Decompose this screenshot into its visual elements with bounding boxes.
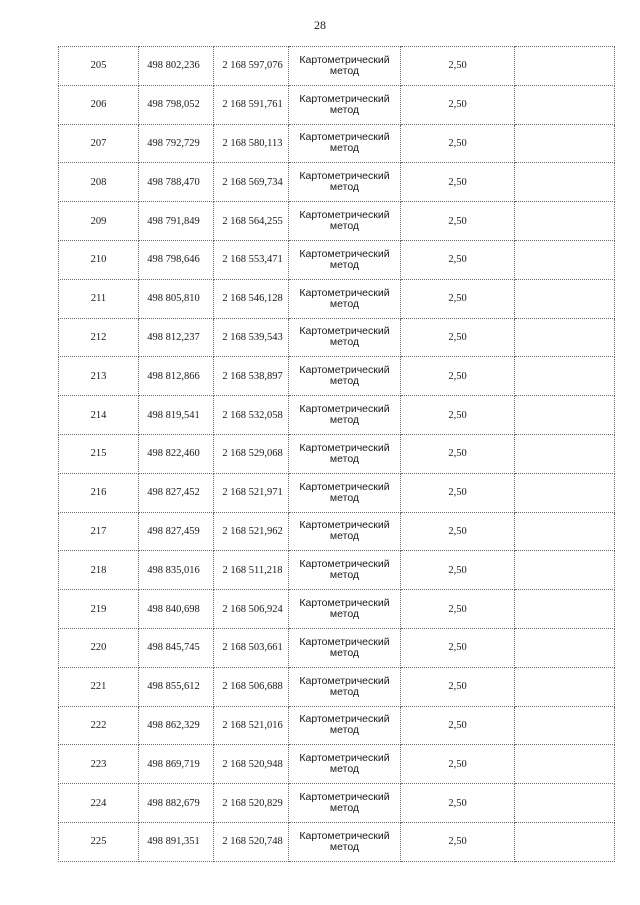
point-number-cell: 219: [59, 590, 139, 629]
method-line-1: Картометрический: [299, 286, 390, 299]
note-cell: [515, 706, 615, 745]
table-row: [59, 434, 615, 473]
accuracy-cell: 2,50: [401, 396, 515, 435]
x-coordinate-cell: 498 798,052: [139, 85, 214, 124]
point-number-cell: 206: [59, 85, 139, 124]
note-cell: [515, 163, 615, 202]
note-cell: [515, 745, 615, 784]
method-cell: [289, 667, 401, 706]
method-line-2: метод: [329, 530, 360, 543]
accuracy-cell: 2,50: [401, 551, 515, 590]
point-number-cell: 223: [59, 745, 139, 784]
note-cell: [515, 47, 615, 86]
method-line-2: метод: [329, 414, 360, 427]
method-line-1: Картометрический: [299, 92, 390, 105]
table-row: [59, 163, 615, 202]
accuracy-cell: 2,50: [401, 473, 515, 512]
accuracy-cell: 2,50: [401, 124, 515, 163]
note-cell: [515, 357, 615, 396]
table-row: [59, 279, 615, 318]
method-cell: [289, 590, 401, 629]
method-line-1: Картометрический: [299, 635, 390, 648]
x-coordinate-cell: 498 788,470: [139, 163, 214, 202]
method-line-2: метод: [329, 491, 360, 504]
method-line-2: метод: [329, 142, 360, 155]
method-cell: [289, 396, 401, 435]
x-coordinate-cell: 498 840,698: [139, 590, 214, 629]
method-line-1: Картометрический: [299, 674, 390, 687]
method-cell: [289, 47, 401, 86]
table-row: [59, 706, 615, 745]
page-number: 28: [314, 18, 326, 32]
note-cell: [515, 551, 615, 590]
accuracy-cell: 2,50: [401, 784, 515, 823]
note-cell: [515, 590, 615, 629]
x-coordinate-cell: 498 812,237: [139, 318, 214, 357]
method-cell: [289, 551, 401, 590]
x-coordinate-cell: 498 891,351: [139, 822, 214, 861]
point-number-cell: 209: [59, 202, 139, 241]
method-line-1: Картометрический: [299, 209, 390, 222]
accuracy-cell: 2,50: [401, 279, 515, 318]
point-number-cell: 207: [59, 124, 139, 163]
y-coordinate-cell: 2 168 538,897: [214, 357, 289, 396]
method-line-2: метод: [329, 336, 360, 349]
note-cell: [515, 396, 615, 435]
method-line-1: Картометрический: [299, 441, 390, 454]
point-number-cell: 211: [59, 279, 139, 318]
table-row: [59, 124, 615, 163]
accuracy-cell: 2,50: [401, 628, 515, 667]
accuracy-cell: 2,50: [401, 512, 515, 551]
y-coordinate-cell: 2 168 546,128: [214, 279, 289, 318]
method-line-2: метод: [329, 220, 360, 233]
method-cell: [289, 357, 401, 396]
method-line-1: Картометрический: [299, 247, 390, 260]
method-cell: [289, 822, 401, 861]
accuracy-cell: 2,50: [401, 85, 515, 124]
x-coordinate-cell: 498 869,719: [139, 745, 214, 784]
method-cell: [289, 318, 401, 357]
x-coordinate-cell: 498 835,016: [139, 551, 214, 590]
x-coordinate-cell: 498 819,541: [139, 396, 214, 435]
point-number-cell: 205: [59, 47, 139, 86]
y-coordinate-cell: 2 168 521,962: [214, 512, 289, 551]
accuracy-cell: 2,50: [401, 240, 515, 279]
accuracy-cell: 2,50: [401, 745, 515, 784]
note-cell: [515, 512, 615, 551]
method-line-1: Картометрический: [299, 519, 390, 532]
point-number-cell: 224: [59, 784, 139, 823]
x-coordinate-cell: 498 827,459: [139, 512, 214, 551]
accuracy-cell: 2,50: [401, 434, 515, 473]
point-number-cell: 218: [59, 551, 139, 590]
table-row: [59, 47, 615, 86]
x-coordinate-cell: 498 822,460: [139, 434, 214, 473]
point-number-cell: 212: [59, 318, 139, 357]
point-number-cell: 220: [59, 628, 139, 667]
method-line-1: Картометрический: [299, 403, 390, 416]
method-line-2: метод: [329, 375, 360, 388]
y-coordinate-cell: 2 168 520,948: [214, 745, 289, 784]
method-line-2: метод: [329, 181, 360, 194]
note-cell: [515, 279, 615, 318]
method-line-1: Картометрический: [299, 558, 390, 571]
x-coordinate-cell: 498 792,729: [139, 124, 214, 163]
method-line-1: Картометрический: [299, 829, 390, 842]
method-cell: [289, 706, 401, 745]
note-cell: [515, 784, 615, 823]
y-coordinate-cell: 2 168 591,761: [214, 85, 289, 124]
accuracy-cell: 2,50: [401, 706, 515, 745]
method-line-1: Картометрический: [299, 480, 390, 493]
x-coordinate-cell: 498 805,810: [139, 279, 214, 318]
method-cell: [289, 85, 401, 124]
table-row: [59, 512, 615, 551]
note-cell: [515, 667, 615, 706]
x-coordinate-cell: 498 862,329: [139, 706, 214, 745]
y-coordinate-cell: 2 168 511,218: [214, 551, 289, 590]
method-line-2: метод: [329, 64, 360, 77]
accuracy-cell: 2,50: [401, 47, 515, 86]
y-coordinate-cell: 2 168 503,661: [214, 628, 289, 667]
accuracy-cell: 2,50: [401, 357, 515, 396]
note-cell: [515, 822, 615, 861]
point-number-cell: 217: [59, 512, 139, 551]
method-line-2: метод: [329, 297, 360, 310]
note-cell: [515, 434, 615, 473]
point-number-cell: 213: [59, 357, 139, 396]
y-coordinate-cell: 2 168 564,255: [214, 202, 289, 241]
x-coordinate-cell: 498 812,866: [139, 357, 214, 396]
method-line-1: Картометрический: [299, 325, 390, 338]
x-coordinate-cell: 498 791,849: [139, 202, 214, 241]
table-row: [59, 202, 615, 241]
y-coordinate-cell: 2 168 532,058: [214, 396, 289, 435]
method-line-2: метод: [329, 258, 360, 271]
x-coordinate-cell: 498 845,745: [139, 628, 214, 667]
y-coordinate-cell: 2 168 520,829: [214, 784, 289, 823]
method-line-2: метод: [329, 646, 360, 659]
accuracy-cell: 2,50: [401, 318, 515, 357]
table-row: [59, 590, 615, 629]
y-coordinate-cell: 2 168 520,748: [214, 822, 289, 861]
method-line-1: Картометрический: [299, 713, 390, 726]
method-cell: [289, 240, 401, 279]
method-cell: [289, 163, 401, 202]
table-row: [59, 667, 615, 706]
method-cell: [289, 628, 401, 667]
method-cell: [289, 512, 401, 551]
method-line-2: метод: [329, 685, 360, 698]
x-coordinate-cell: 498 798,646: [139, 240, 214, 279]
y-coordinate-cell: 2 168 506,924: [214, 590, 289, 629]
method-cell: [289, 784, 401, 823]
method-line-2: метод: [329, 103, 360, 116]
y-coordinate-cell: 2 168 580,113: [214, 124, 289, 163]
table-row: [59, 318, 615, 357]
method-line-2: метод: [329, 840, 360, 853]
accuracy-cell: 2,50: [401, 202, 515, 241]
accuracy-cell: 2,50: [401, 822, 515, 861]
point-number-cell: 208: [59, 163, 139, 202]
table-row: [59, 357, 615, 396]
y-coordinate-cell: 2 168 597,076: [214, 47, 289, 86]
table-row: [59, 628, 615, 667]
point-number-cell: 214: [59, 396, 139, 435]
note-cell: [515, 318, 615, 357]
y-coordinate-cell: 2 168 529,068: [214, 434, 289, 473]
x-coordinate-cell: 498 827,452: [139, 473, 214, 512]
table-row: [59, 822, 615, 861]
method-line-2: метод: [329, 763, 360, 776]
table-row: [59, 784, 615, 823]
method-line-2: метод: [329, 569, 360, 582]
table-row: [59, 473, 615, 512]
y-coordinate-cell: 2 168 539,543: [214, 318, 289, 357]
method-cell: [289, 124, 401, 163]
table-row: [59, 85, 615, 124]
note-cell: [515, 628, 615, 667]
method-line-2: метод: [329, 608, 360, 621]
method-line-1: Картометрический: [299, 364, 390, 377]
method-line-1: Картометрический: [299, 752, 390, 765]
table-row: [59, 745, 615, 784]
method-line-1: Картометрический: [299, 53, 390, 66]
note-cell: [515, 473, 615, 512]
method-line-1: Картометрический: [299, 170, 390, 183]
method-line-1: Картометрический: [299, 597, 390, 610]
y-coordinate-cell: 2 168 506,688: [214, 667, 289, 706]
method-line-2: метод: [329, 802, 360, 815]
table-row: [59, 551, 615, 590]
y-coordinate-cell: 2 168 553,471: [214, 240, 289, 279]
method-line-1: Картометрический: [299, 131, 390, 144]
accuracy-cell: 2,50: [401, 163, 515, 202]
method-cell: [289, 473, 401, 512]
x-coordinate-cell: 498 802,236: [139, 47, 214, 86]
point-number-cell: 210: [59, 240, 139, 279]
method-cell: [289, 279, 401, 318]
note-cell: [515, 85, 615, 124]
x-coordinate-cell: 498 882,679: [139, 784, 214, 823]
point-number-cell: 222: [59, 706, 139, 745]
point-number-cell: 221: [59, 667, 139, 706]
accuracy-cell: 2,50: [401, 667, 515, 706]
method-line-1: Картометрический: [299, 791, 390, 804]
accuracy-cell: 2,50: [401, 590, 515, 629]
coordinates-table: [58, 46, 615, 862]
point-number-cell: 216: [59, 473, 139, 512]
note-cell: [515, 240, 615, 279]
table-row: [59, 240, 615, 279]
point-number-cell: 225: [59, 822, 139, 861]
method-cell: [289, 434, 401, 473]
x-coordinate-cell: 498 855,612: [139, 667, 214, 706]
table-row: [59, 396, 615, 435]
method-line-2: метод: [329, 452, 360, 465]
method-cell: [289, 745, 401, 784]
method-line-2: метод: [329, 724, 360, 737]
y-coordinate-cell: 2 168 569,734: [214, 163, 289, 202]
note-cell: [515, 124, 615, 163]
point-number-cell: 215: [59, 434, 139, 473]
y-coordinate-cell: 2 168 521,971: [214, 473, 289, 512]
method-cell: [289, 202, 401, 241]
note-cell: [515, 202, 615, 241]
y-coordinate-cell: 2 168 521,016: [214, 706, 289, 745]
